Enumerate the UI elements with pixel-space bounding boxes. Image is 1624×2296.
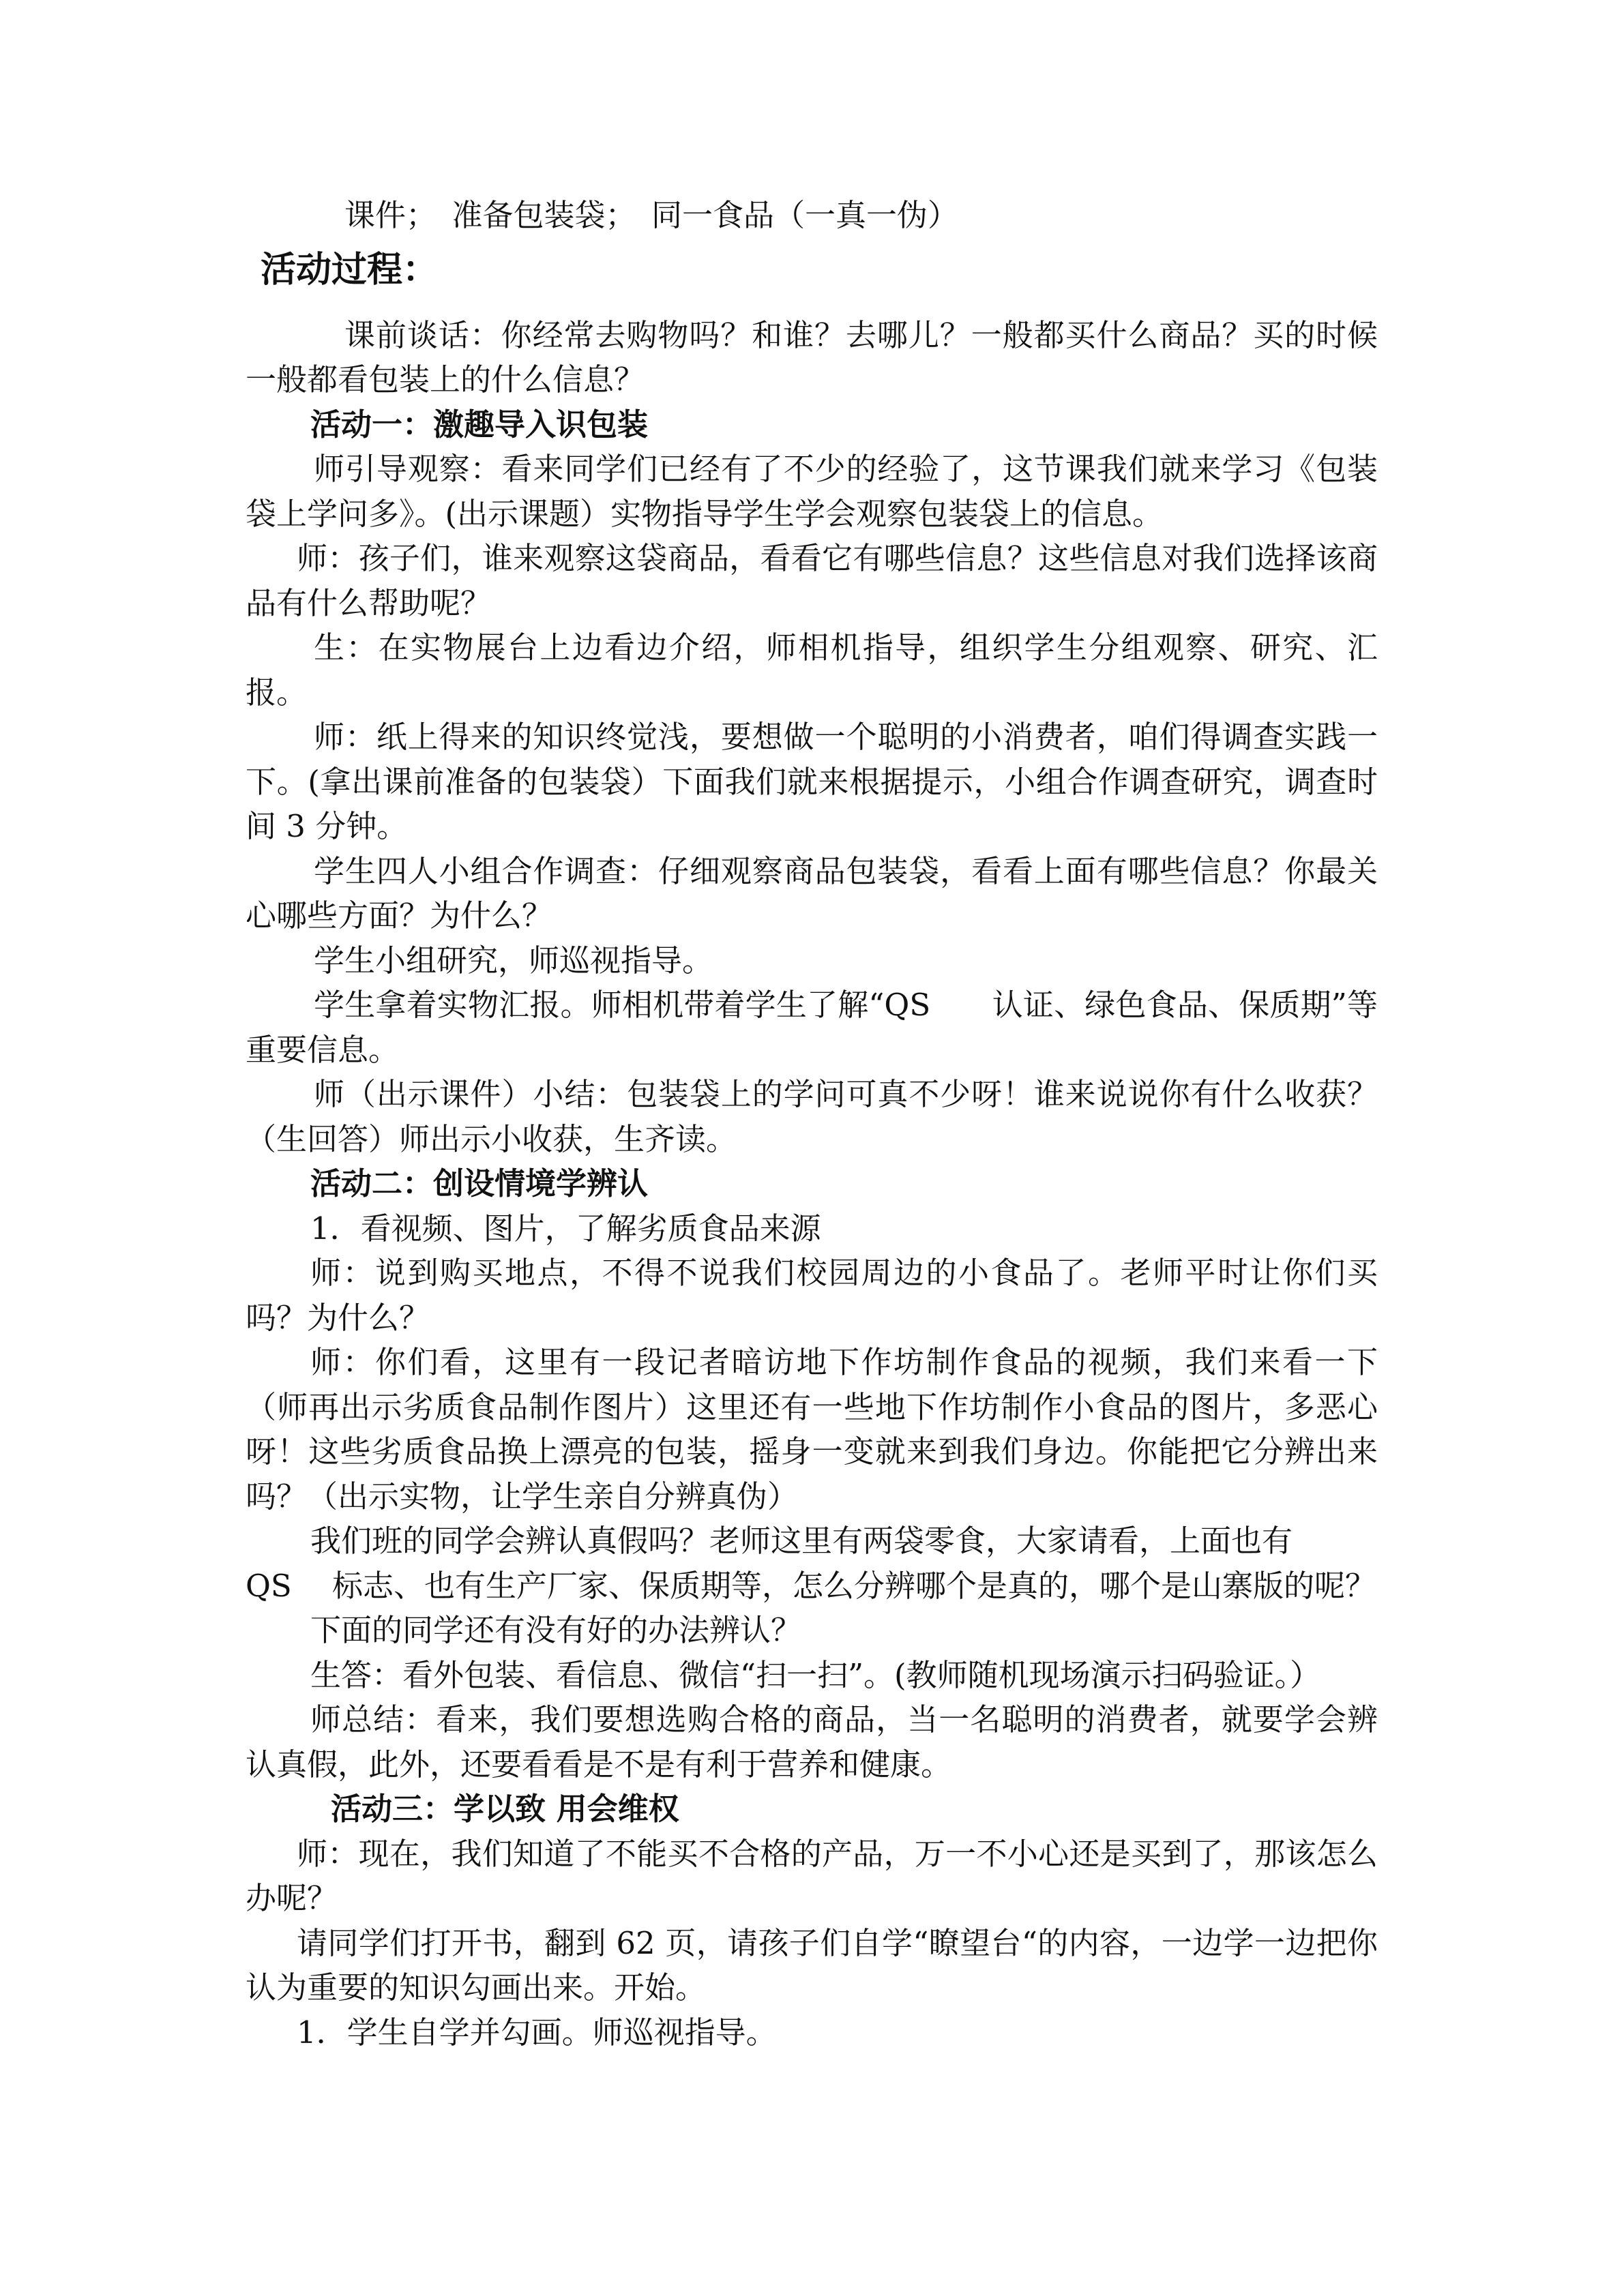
activity1-paragraph: 师引导观察：看来同学们已经有了不少的经验了，这节课我们就来学习《包装袋上学问多》。(出示课题）实物指导学生学会观察包装袋上的信息。 (246, 451, 1378, 532)
activity3-heading: 活动三：学以致 用会维权 (331, 1791, 679, 1827)
activity2-paragraph: 师：你们看，这里有一段记者暗访地下作坊制作食品的视频，我们来看一下（师再出示劣质食品制作图片）这里还有一些地下作坊制作小食品的图片，多恶心呀！这些劣质食品换上漂亮的包装，摇身一变就来到我们身边。你能把它分辨出来吗？（出示实物，让学生亲自分辨真伪） (246, 1344, 1378, 1515)
activity2-paragraph: 师总结：看来，我们要想选购合格的商品，当一名聪明的消费者，就要学会辨认真假，此外，还要看看是不是有利于营养和健康。 (246, 1701, 1378, 1783)
activity3-paragraph: 请同学们打开书，翻到 62 页，请孩子们自学“瞭望台“的内容，一边学一边把你认为重要的知识勾画出来。开始。 (246, 1924, 1378, 2006)
materials-line: 课件； 准备包装袋； 同一食品（一真一伪） (344, 197, 959, 233)
activity3-paragraph: 1．学生自学并勾画。师巡视指导。 (297, 2014, 777, 2051)
activity1-paragraph: 师（出示课件）小结：包装袋上的学问可真不少呀！谁来说说你有什么收获？（生回答）师出示小收获，生齐读。 (246, 1076, 1378, 1157)
activity2-heading: 活动二：创设情境学辨认 (310, 1165, 649, 1202)
activity2-paragraph: 1．看视频、图片，了解劣质食品来源 (310, 1210, 821, 1247)
activity1-paragraph: 师：纸上得来的知识终觉浅，要想做一个聪明的小消费者，咱们得调查实践一下。(拿出课前准备的包装袋）下面我们就来根据提示，小组合作调查研究，调查时间 3 分钟。 (246, 719, 1378, 844)
activity1-paragraph: 师：孩子们，谁来观察这袋商品，看看它有哪些信息？这些信息对我们选择该商品有什么帮助呢？ (246, 540, 1378, 621)
activity1-paragraph: 学生小组研究，师巡视指导。 (314, 942, 713, 979)
activity2-paragraph: 我们班的同学会辨认真假吗？老师这里有两袋零食，大家请看，上面也有 (310, 1523, 1293, 1559)
activity2-paragraph: 师：说到购买地点，不得不说我们校园周边的小食品了。老师平时让你们买吗？为什么？ (246, 1255, 1378, 1336)
activity2-paragraph: QS 标志、也有生产厂家、保质期等，怎么分辨哪个是真的，哪个是山寨版的呢？ (246, 1567, 1376, 1604)
activity1-paragraph: 生：在实物展台上边看边介绍，师相机指导，组织学生分组观察、研究、汇报。 (246, 629, 1378, 711)
pre-talk-paragraph: 课前谈话：你经常去购物吗？和谁？去哪儿？一般都买什么商品？买的时候一般都看包装上的什么信息？ (246, 316, 1378, 398)
activity1-paragraph: 学生拿着实物汇报。师相机带着学生了解“QS 认证、绿色食品、保质期”等重要信息。 (246, 987, 1378, 1068)
activity2-paragraph: 下面的同学还有没有好的办法辨认？ (310, 1612, 802, 1648)
process-heading: 活动过程： (261, 248, 439, 290)
activity1-paragraph: 学生四人小组合作调查：仔细观察商品包装袋，看看上面有哪些信息？你最关心哪些方面？为什么？ (246, 852, 1378, 934)
activity3-paragraph: 师：现在，我们知道了不能买不合格的产品，万一不小心还是买到了，那该怎么办呢？ (246, 1835, 1378, 1916)
activity2-paragraph: 生答：看外包装、看信息、微信“扫一扫”。(教师随机现场演示扫码验证。） (310, 1656, 1321, 1693)
document-body (246, 193, 1378, 2055)
activity1-heading: 活动一：激趣导入识包装 (310, 406, 649, 443)
